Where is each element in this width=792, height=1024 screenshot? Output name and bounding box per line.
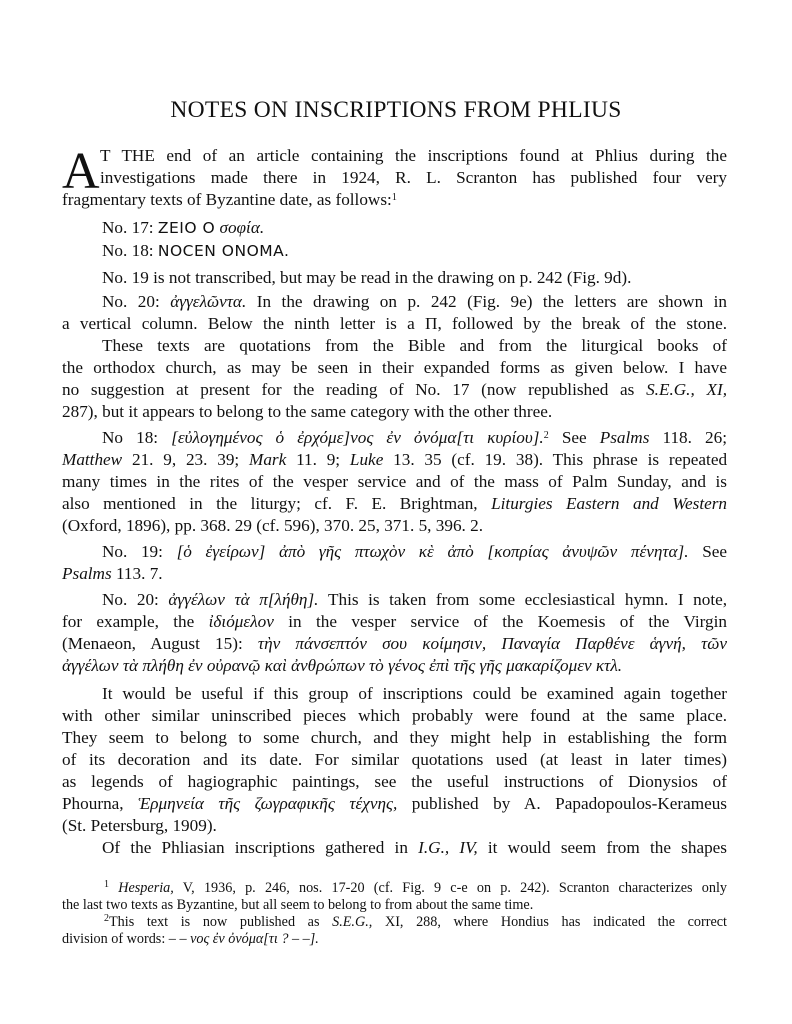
text-line: fragmentary texts of Byzantine date, as follows:$^1$: [62, 190, 397, 209]
footnote-ref: 1: [391, 192, 397, 203]
text-line: It would be useful if this group of inscriptions could be examined again together: [102, 684, 727, 703]
footnote-ref: 2: [543, 430, 549, 441]
footnote-2: $^2$This text is now published as S.E.G., XI, 288, where Hondius has indicated the correct: [104, 913, 728, 930]
text-line: of its decoration and its date. For similar quotations used (at least in later times): [62, 750, 727, 769]
text-line: Psalms 113. 7.: [62, 564, 163, 583]
text-line: as legends of hagiographic paintings, see the useful instructions of Dionysios of: [62, 772, 727, 791]
text-line: No. 20: ἀγγελῶντα. In the drawing on p. 242 (Fig. 9e) the letters are shown in: [102, 292, 728, 311]
text-line: No. 17: ZEIO O σοφία.: [102, 218, 265, 237]
text-line: no suggestion at present for the reading of No. 17 (now republished as S.E.G., XI,: [62, 380, 727, 399]
text-line: No 18: [εὐλογημένος ὁ ἐρχόμε]νος ἐν ὀνόμα[τι κυρίου].$^2$ See Psalms 118. 26;: [102, 428, 727, 447]
text-line: Phourna, Ἑρμηνεία τῆς ζωγραφικῆς τέχνης, published by A. Papadopoulos-Kerameus: [62, 794, 727, 813]
text-line: (St. Petersburg, 1909).: [62, 816, 217, 835]
footnote-1: $^1$ Hesperia, V, 1936, p. 246, nos. 17-20 (cf. Fig. 9 c-e on p. 242). Scranton characterizes only: [104, 879, 728, 896]
text-line: for example, the ἰδιόμελον in the vesper service of the Koemesis of the Virgin: [62, 612, 728, 631]
text-line: T THE end of an article containing the inscriptions found at Phlius during the: [100, 146, 727, 165]
text-line: No. 19 is not transcribed, but may be read in the drawing on p. 242 (Fig. 9d).: [102, 268, 632, 287]
text-line: These texts are quotations from the Bible and from the liturgical books of: [102, 336, 727, 355]
footnote-2-cont: division of words: – – νος ἐν ὀνόμα[τι ? – –].: [62, 931, 319, 947]
text-line: They seem to belong to some church, and they might help in establishing the form: [62, 728, 727, 747]
text-line: (Oxford, 1896), pp. 368. 29 (cf. 596), 370. 25, 371. 5, 396. 2.: [62, 516, 484, 535]
article-title: NOTES ON INSCRIPTIONS FROM PHLIUS: [170, 97, 622, 123]
text-line: many times in the rites of the vesper service and of the mass of Palm Sunday, and is: [62, 472, 727, 491]
drop-cap: A: [62, 143, 100, 200]
text-line: ἀγγέλων τὰ πλήθη ἐν οὐρανῷ καὶ ἀνθρώπων τὸ γένος ἐπὶ τῆς γῆς μακαρίζομεν κτλ.: [62, 656, 623, 675]
footnote-1-cont: the last two texts as Byzantine, but all seem to belong to from about the same time.: [62, 897, 534, 913]
text-line: also mentioned in the liturgy; cf. F. E. Brightman, Liturgies Eastern and Western: [62, 494, 728, 513]
text-line: a vertical column. Below the ninth letter is a Π, followed by the break of the stone.: [62, 314, 727, 333]
text-line: No. 18: NOCEN ONOMA.: [102, 241, 290, 260]
text-line: No. 19: [ὁ ἐγείρων] ἀπὸ γῆς πτωχὸν κὲ ἀπὸ [κοπρίας ἀνυψῶν πένητα]. See: [102, 542, 728, 561]
text-line: (Menaeon, August 15): τὴν πάνσεπτόν σου κοίμησιν, Παναγία Παρθένε ἁγνή, τῶν: [62, 634, 728, 653]
text-line: investigations made there in 1924, R. L. Scranton has published four very: [100, 168, 727, 187]
text-line: the orthodox church, as may be seen in their expanded forms as given below. I have: [62, 358, 727, 377]
text-line: Matthew 21. 9, 23. 39; Mark 11. 9; Luke 13. 35 (cf. 19. 38). This phrase is repeated: [62, 450, 728, 469]
text-line: No. 20: ἀγγέλων τὰ π[λήθη]. This is taken from some ecclesiastical hymn. I note,: [102, 590, 728, 609]
text-line: with other similar uninscribed pieces which probably were found at the same place.: [62, 706, 727, 725]
text-line: Of the Phliasian inscriptions gathered in I.G., IV, it would seem from the shapes: [102, 838, 727, 857]
text-line: 287), but it appears to belong to the same category with the other three.: [62, 402, 553, 421]
